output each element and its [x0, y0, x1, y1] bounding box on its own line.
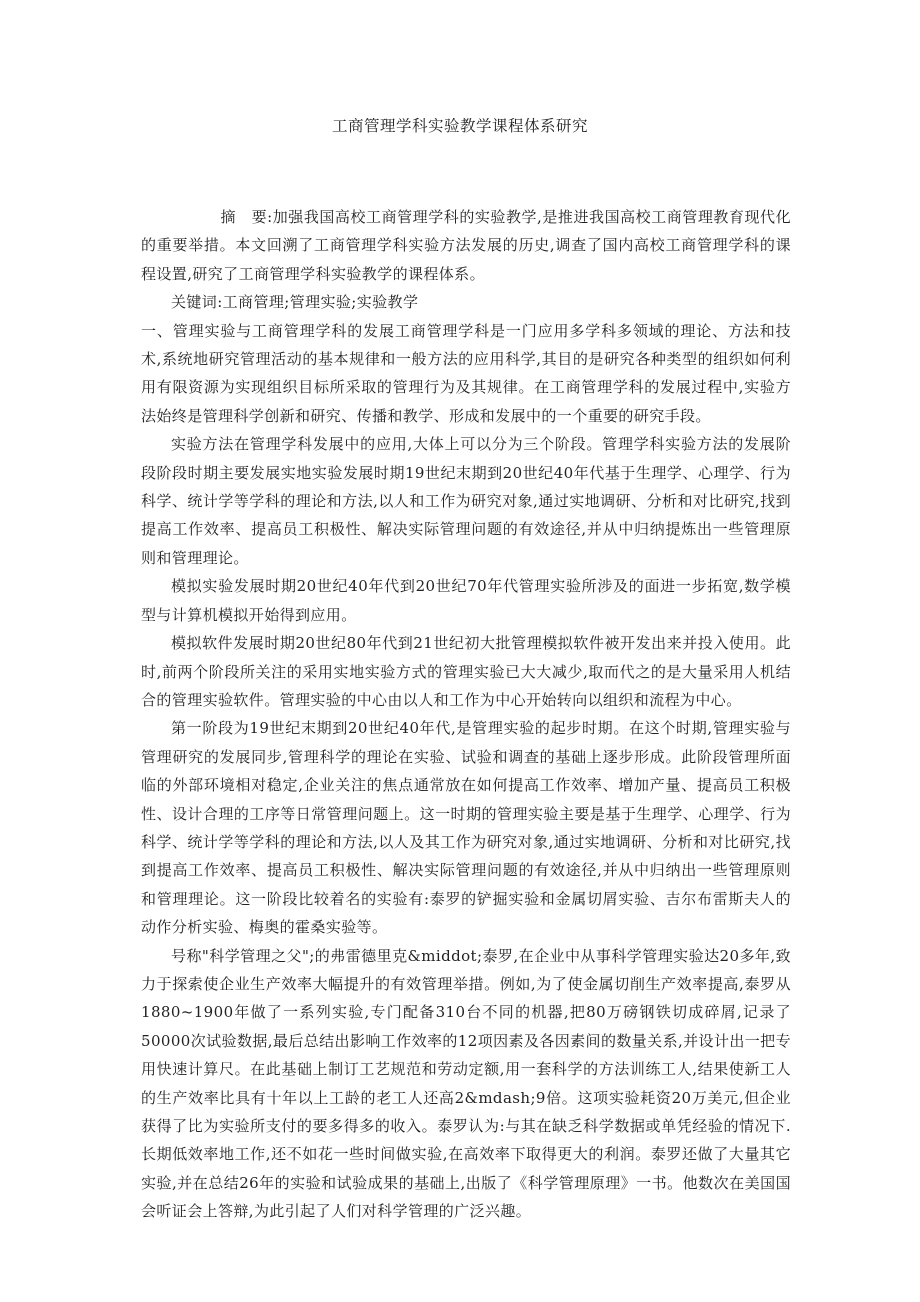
body-paragraph: 第一阶段为19世纪末期到20世纪40年代,是管理实验的起步时期。在这个时期,管理实验与管理研究的发展同步,管理科学的理论在实验、试验和调查的基础上逐步形成。此阶段管理所面临的外部环境相对稳定,企业关注的焦点通常放在如何提高工作效率、增加产量、提高员工积极性、设计合理的工序等日常管理问题上。这一时期的管理实验主要是基于生理学、心理学、行为科学、统计学等学科的理论和方法,以人及其工作为研究对象,通过实地调研、分析和对比研究,找到提高工作效率、提高员工积极性、解决实际管理问题的有效途径,并从中归纳出一些管理原则和管理理论。这一阶段比较着名的实验有:泰罗的铲掘实验和金属切屑实验、吉尔布雷斯夫人的动作分析实验、梅奥的霍桑实验等。: [141, 719, 791, 937]
body-paragraph: 号称"科学管理之父";的弗雷德里克&middot;泰罗,在企业中从事科学管理实验达20多年,致力于探索使企业生产效率大幅提升的有效管理举措。例如,为了使金属切削生产效率提高,泰罗从1880~1900年做了一系列实验,专门配备310台不同的机器,把80万磅钢铁切成碎屑,记录了50000次试验数据,最后总结出影响工作效率的12项因素及各因素间的数量关系,并设计出一把专用快速计算尺。在此基础上制订工艺规范和劳动定额,用一套科学的方法训练工人,结果使新工人的生产效率比具有十年以上工龄的老工人还高2&mdash;9倍。这项实验耗资20万美元,但企业获得了比为实验所支付的要多得多的收入。泰罗认为:与其在缺乏科学数据或单凭经验的情况下.长期低效率地工作,还不如花一些时间做实验,在高效率下取得更大的利润。泰罗还做了大量其它实验,并在总结26年的实验和试验成果的基础上,出版了《科学管理原理》一书。他数次在美国国会听证会上答辩,为此引起了人们对科学管理的广泛兴趣。: [141, 946, 791, 1221]
body-paragraph: 模拟实验发展时期20世纪40年代到20世纪70年代管理实验所涉及的面进一步拓宽,数学模型与计算机模拟开始得到应用。: [141, 577, 791, 624]
document-title: 工商管理学科实验教学课程体系研究: [331, 117, 588, 135]
body-paragraph: 实验方法在管理学科发展中的应用,大体上可以分为三个阶段。管理学科实验方法的发展阶段阶段时期主要发展实地实验发展时期19世纪末期到20世纪40年代基于生理学、心理学、行为科学、统计学等学科的理论和方法,以人和工作为研究对象,通过实地调研、分析和对比研究,找到提高工作效率、提高员工积极性、解决实际管理问题的有效途径,并从中归纳提炼出一些管理原则和管理理论。: [141, 435, 791, 567]
body-paragraph-section-one: 一、管理实验与工商管理学科的发展工商管理学科是一门应用多学科多领域的理论、方法和技术,系统地研究管理活动的基本规律和一般方法的应用科学,其目的是研究各种类型的组织如何利用有限资源为实现组织目标所采取的管理行为及其规律。在工商管理学科的发展过程中,实验方法始终是管理科学创新和研究、传播和教学、形成和发展中的一个重要的研究手段。: [141, 321, 791, 425]
keywords-line: 关键词:工商管理;管理实验;实验教学: [171, 293, 419, 312]
body-paragraph: 模拟软件发展时期20世纪80年代到21世纪初大批管理模拟软件被开发出来并投入使用。此时,前两个阶段所关注的采用实地实验方式的管理实验已大大减少,取而代之的是大量采用人机结合的管理实验软件。管理实验的中心由以人和工作为中心开始转向以组织和流程为中心。: [141, 634, 791, 709]
abstract-paragraph: 摘 要:加强我国高校工商管理学科的实验教学,是推进我国高校工商管理教育现代化的重要举措。本文回溯了工商管理学科实验方法发展的历史,调查了国内高校工商管理学科的课程设置,研究了工商管理学科实验教学的课程体系。: [141, 208, 791, 283]
document-body: [141, 203, 791, 1226]
